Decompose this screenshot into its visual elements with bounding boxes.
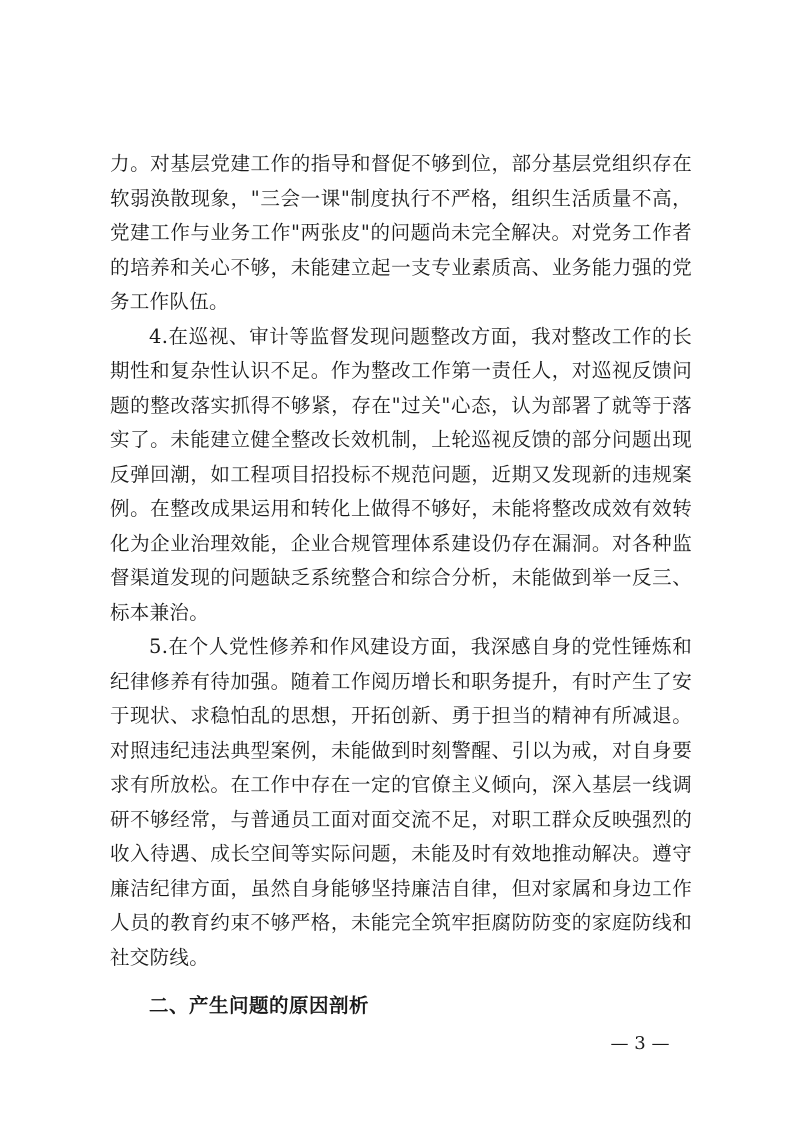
document-body <box>110 147 692 1024</box>
paragraph-item-5: 5.在个人党性修养和作风建设方面，我深感自身的党性锤炼和纪律修养有待加强。随着工作阅历增长和职务提升，有时产生了安于现状、求稳怕乱的思想，开拓创新、勇于担当的精神有所减退。对照违纪违法典型案例，未能做到时刻警醒、引以为戒，对自身要求有所放松。在工作中存在一定的官僚主义倾向，深入基层一线调研不够经常，与普通员工面对面交流不足，对职工群众反映强烈的收入待遇、成长空间等实际问题，未能及时有效地推动解决。遵守廉洁纪律方面，虽然自身能够坚持廉洁自律，但对家属和身边工作人员的教育约束不够严格，未能完全筑牢拒腐防防变的家庭防线和社交防线。 <box>110 635 692 969</box>
paragraph-continuation: 力。对基层党建工作的指导和督促不够到位，部分基层党组织存在软弱涣散现象，"三会一课"制度执行不严格，组织生活质量不高，党建工作与业务工作"两张皮"的问题尚未完全解决。对党务工作者的培养和关心不够，未能建立起一支专业素质高、业务能力强的党务工作队伍。 <box>110 152 692 313</box>
section-heading: 二、产生问题的原因剖析 <box>149 994 370 1017</box>
paragraph-item-4: 4.在巡视、审计等监督发现问题整改方面，我对整改工作的长期性和复杂性认识不足。作为整改工作第一责任人，对巡视反馈问题的整改落实抓得不够紧，存在"过关"心态，认为部署了就等于落实了。未能建立健全整改长效机制，上轮巡视反馈的部分问题出现反弹回潮，如工程项目招投标不规范问题，近期又发现新的违规案例。在整改成果运用和转化上做得不够好，未能将整改成效有效转化为企业治理效能，企业合规管理体系建设仍存在漏洞。对各种监督渠道发现的问题缺乏系统整合和综合分析，未能做到举一反三、标本兼治。 <box>110 324 692 624</box>
page-number: — 3 — <box>610 1033 670 1054</box>
